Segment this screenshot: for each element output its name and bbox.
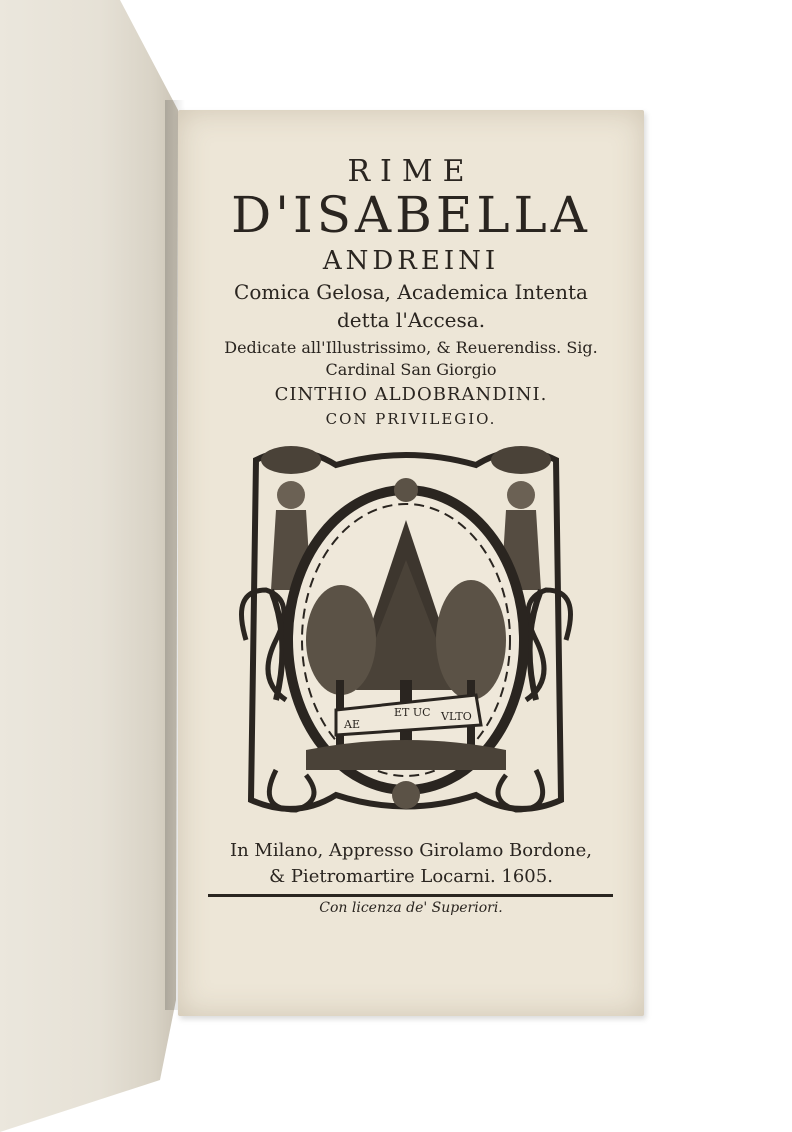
subtitle-line2: detta l'Accesa.	[336, 308, 486, 332]
svg-text:AE: AE	[344, 718, 360, 731]
title-disabella: D'ISABELLA	[231, 186, 591, 244]
dedication-name: CINTHIO ALDOBRANDINI.	[274, 384, 548, 405]
title-page	[178, 110, 644, 1016]
book-cover	[0, 0, 180, 1132]
top-mask	[394, 478, 418, 502]
license-line: Con licenza de' Superiori.	[319, 900, 503, 916]
bottom-mask	[392, 781, 420, 809]
imprint-line1: In Milano, Appresso Girolamo Bordone,	[230, 840, 592, 861]
subtitle-line1: Comica Gelosa, Academica Intenta	[234, 280, 588, 304]
svg-text:VLTO: VLTO	[441, 710, 472, 723]
svg-text:ET UC: ET UC	[394, 706, 431, 719]
dedication-line1: Dedicate all'Illustrissimo, & Reuerendiss. Sig.	[224, 338, 598, 357]
privilege-line: CON PRIVILEGIO.	[325, 410, 497, 428]
dedication-line2: Cardinal San Giorgio	[325, 360, 497, 379]
imprint-line2: & Pietromartire Locarni. 1605.	[269, 866, 553, 887]
divider-rule	[208, 894, 613, 897]
woodcut-illustration	[236, 440, 576, 820]
title-rime: RIME	[347, 154, 475, 189]
title-andreini: ANDREINI	[322, 246, 500, 276]
